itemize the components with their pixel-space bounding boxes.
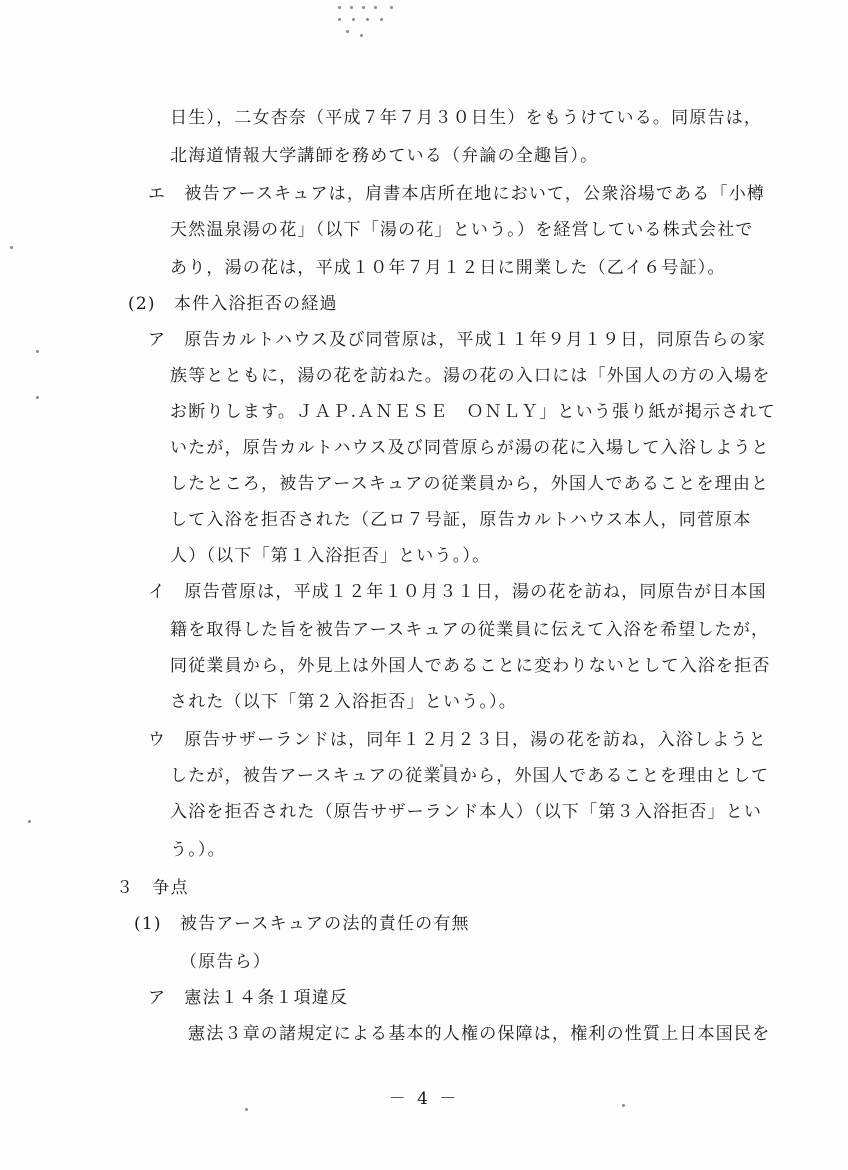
item-heading-a2: ア 憲法１４条１項違反	[148, 988, 349, 1008]
text-line: 天然温泉湯の花」（以下「湯の花」という。）を経営している株式会社で	[170, 220, 754, 240]
section-heading-2: (2) 本件入浴拒否の経過	[128, 294, 338, 314]
scan-speck	[36, 396, 39, 399]
text-line: したところ，被告アースキュアの従業員から，外国人であることを理由と	[170, 474, 770, 494]
scan-speck	[380, 18, 383, 21]
scan-speck	[346, 30, 349, 33]
page-number: － 4 －	[388, 1089, 460, 1109]
scan-speck	[338, 18, 341, 21]
text-line: 人）（以下「第１入浴拒否」という。）。	[170, 546, 491, 566]
text-line: あり，湯の花は，平成１０年７月１２日に開業した（乙イ６号証）。	[170, 258, 726, 278]
text-line: 北海道情報大学講師を務めている（弁論の全趣旨）。	[170, 146, 599, 166]
scan-speck	[10, 246, 13, 249]
text-line: 日生），二女杏奈（平成７年７月３０日生）をもうけている。同原告は，	[170, 108, 763, 128]
scan-speck	[366, 18, 369, 21]
scan-speck	[390, 6, 393, 9]
party-label: （原告ら）	[180, 952, 271, 972]
text-line: して入浴を拒否された（乙ロ７号証，原告カルトハウス本人，同菅原本	[170, 510, 752, 530]
scan-speck	[362, 6, 365, 9]
text-line: 籍を取得した旨を被告アースキュアの従業員に伝えて入浴を希望したが，	[170, 620, 770, 640]
item-heading-i: イ 原告菅原は，平成１２年１０月３１日，湯の花を訪ね，同原告が日本国	[148, 582, 767, 602]
item-heading-a: ア 原告カルトハウス及び同菅原は，平成１１年９月１９日，同原告らの家	[148, 330, 766, 350]
scan-speck	[350, 6, 353, 9]
scan-speck	[36, 350, 39, 353]
scan-speck	[374, 6, 377, 9]
scan-speck	[360, 34, 363, 37]
text-line: いたが，原告カルトハウス及び同菅原らが湯の花に入場して入浴しようと	[170, 438, 770, 458]
text-line: 入浴を拒否された（原告サザーランド本人）（以下「第３入浴拒否」とい	[170, 802, 763, 822]
scan-speck	[338, 6, 341, 9]
text-line: う。）。	[170, 840, 226, 860]
text-line: された（以下「第２入浴拒否」という。）。	[170, 692, 517, 712]
scan-speck	[28, 820, 31, 823]
text-line: 憲法３章の諸規定による基本的人権の保障は，権利の性質上日本国民を	[188, 1024, 771, 1044]
text-line: 同従業員から，外見上は外国人であることに変わりないとして入浴を拒否	[170, 656, 771, 676]
text-line: お断りします。ＪＡＰ.ＡＮＥＳＥ ＯＮＬＹ」という張り紙が掲示されて	[170, 402, 776, 422]
text-line: したが，被告アースキュアの従業員から，外国人であることを理由として	[170, 766, 770, 786]
item-heading-e: エ 被告アースキュアは，肩書本店所在地において，公衆浴場である「小樽	[148, 184, 766, 204]
scan-speck	[352, 18, 355, 21]
text-line: 族等とともに，湯の花を訪ねた。湯の花の入口には「外国人の方の入場を	[170, 366, 771, 386]
section-heading-3: ３ 争点	[116, 878, 189, 898]
item-heading-u: ウ 原告サザーランドは，同年１２月２３日，湯の花を訪ね，入浴しようと	[148, 730, 767, 750]
subsection-heading-1: (1) 被告アースキュアの法的責任の有無	[134, 914, 470, 934]
